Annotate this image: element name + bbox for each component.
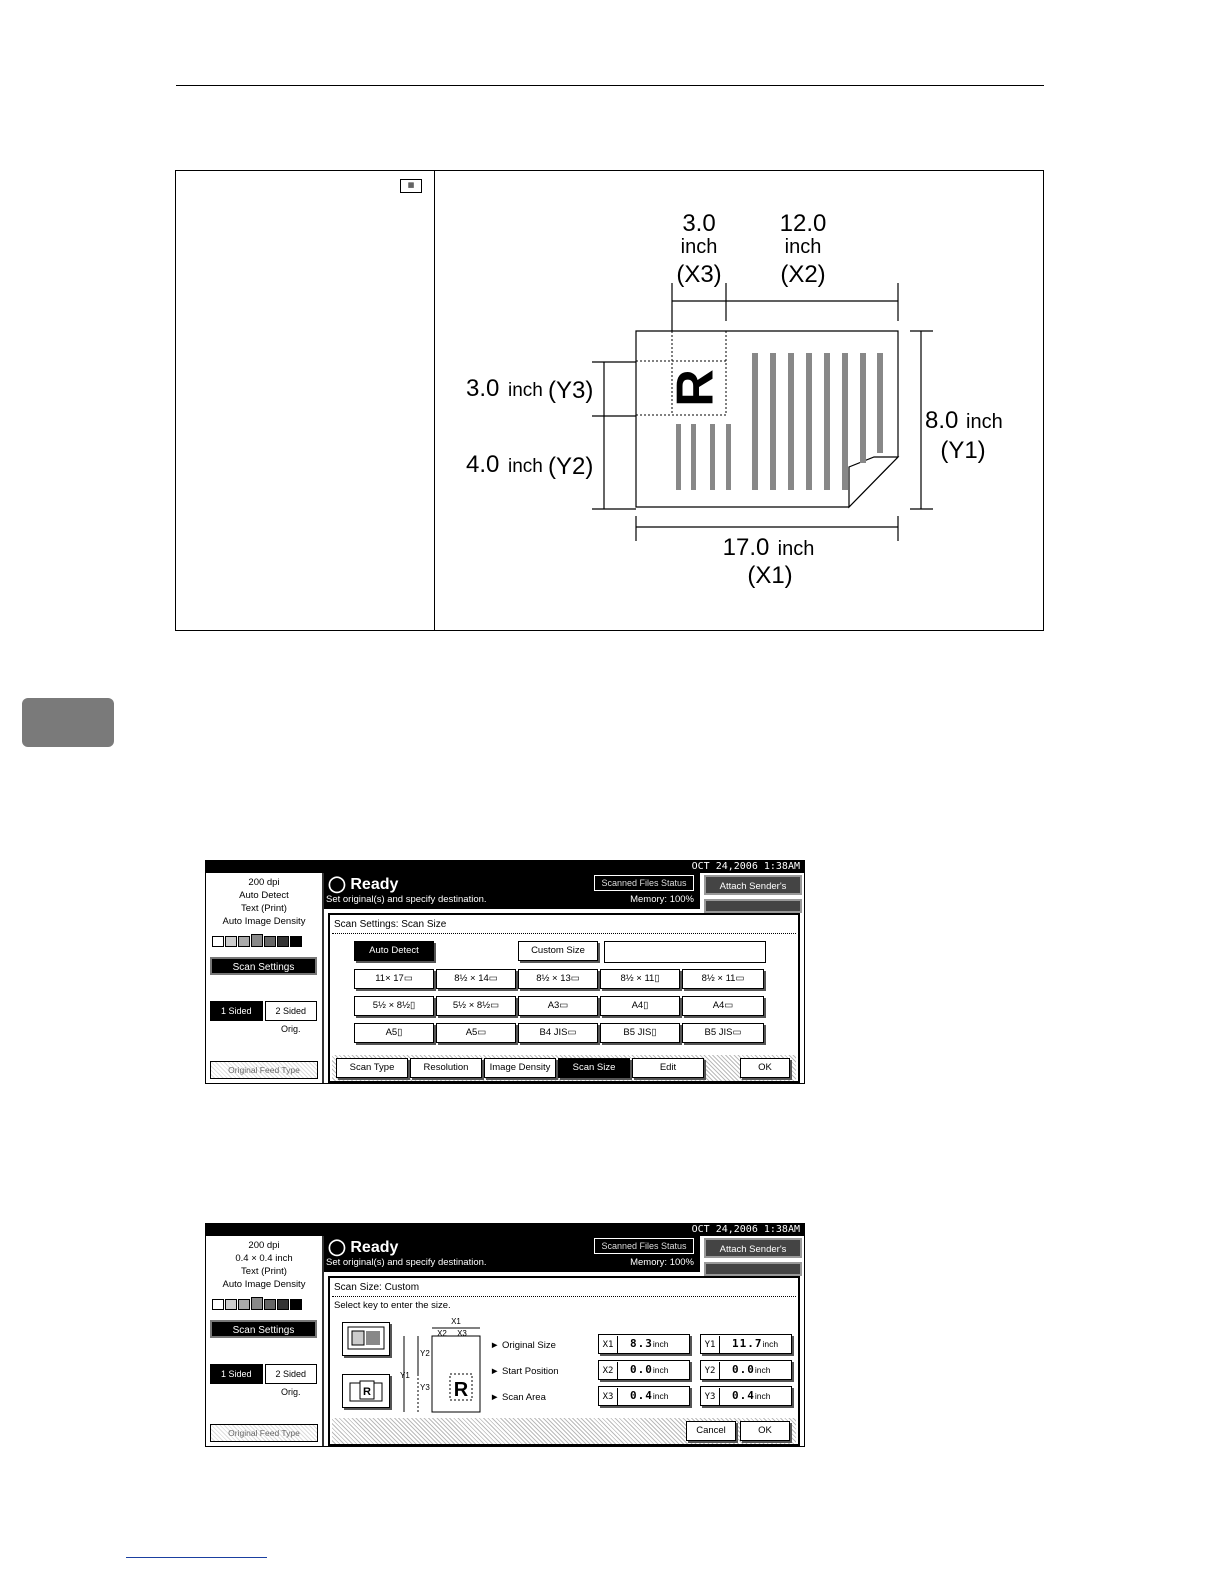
size-b4-jis[interactable]: B4 JIS▭ — [518, 1023, 598, 1043]
size-8.5x14[interactable]: 8½ × 14▭ — [436, 969, 516, 989]
cancel-button[interactable]: Cancel — [686, 1421, 736, 1441]
x3-value: 3.0 — [682, 210, 716, 237]
original-feed-type-button[interactable]: Original Feed Type — [210, 1424, 318, 1442]
x1-value: 8.3 — [630, 1337, 653, 1350]
size-8.5x13[interactable]: 8½ × 13▭ — [518, 969, 598, 989]
custom-size-screen — [205, 1223, 805, 1447]
memory-indicator: Memory: 100% — [630, 1257, 694, 1268]
tab-resolution[interactable]: Resolution — [410, 1058, 482, 1078]
ready-text: Ready — [350, 876, 399, 893]
custom-size-dialog — [328, 1276, 800, 1446]
footer-link-line — [126, 1557, 267, 1558]
two-sided-button[interactable]: 2 Sided Orig. — [265, 1364, 318, 1384]
x3-label: (X3) — [676, 261, 722, 288]
scan-area-mini-diagram — [396, 1314, 486, 1416]
y2-value: 0.0 — [732, 1363, 755, 1376]
size-5.5x8.5-portrait[interactable]: 5½ × 8½▯ — [354, 996, 434, 1016]
size-a4-landscape[interactable]: A4▭ — [682, 996, 764, 1016]
y2-tag: Y2 — [701, 1362, 720, 1380]
y1-value: 11.7 — [732, 1337, 763, 1350]
status-dpi: 200 dpi — [248, 877, 280, 888]
scanner-icon: ▦ — [400, 179, 422, 193]
tab-image-density[interactable]: Image Density — [484, 1058, 556, 1078]
x1-label: (X1) — [747, 562, 793, 589]
size-b5-jis-portrait[interactable]: B5 JIS▯ — [600, 1023, 680, 1043]
tab-edit[interactable]: Edit — [632, 1058, 704, 1078]
scan-settings-button[interactable]: Scan Settings — [210, 957, 317, 975]
original-feed-type-button[interactable]: Original Feed Type — [210, 1061, 318, 1079]
ready-label: ◯ Ready — [328, 1239, 399, 1256]
datetime: OCT 24,2006 1:38AM — [206, 861, 804, 873]
svg-text:R: R — [363, 1386, 371, 1398]
x3-unit: inch — [680, 236, 718, 258]
size-8.5x11-landscape[interactable]: 8½ × 11▭ — [682, 969, 764, 989]
two-sided-button[interactable]: 2 Sided Orig. — [265, 1001, 318, 1021]
y3-value: 3.0 — [466, 375, 500, 402]
original-size-label: ► Original Size — [490, 1340, 556, 1351]
letter-r: R — [666, 369, 725, 407]
size-8.5x11-portrait[interactable]: 8½ × 11▯ — [600, 969, 680, 989]
scan-size-screen — [205, 860, 805, 1084]
x2-value: 0.0 — [630, 1363, 653, 1376]
table-divider — [434, 170, 435, 631]
mini-x1: X1 — [451, 1317, 461, 1326]
dialog-title: Scan Size: Custom — [334, 1282, 420, 1293]
size-a4-portrait[interactable]: A4▯ — [600, 996, 680, 1016]
x2-tag: X2 — [599, 1362, 618, 1380]
y1-unit: inch — [762, 1339, 779, 1349]
one-sided-button[interactable]: 1 Sided Orig. — [210, 1364, 263, 1384]
settings-tabs — [332, 1055, 796, 1081]
status-density: Auto Image Density — [222, 1279, 306, 1290]
return-receipt-button[interactable] — [704, 1262, 802, 1276]
x1-unit: inch — [652, 1339, 669, 1349]
custom-size-field — [604, 941, 766, 963]
chapter-tab — [22, 698, 114, 747]
start-position-label: ► Start Position — [490, 1366, 559, 1377]
y3-tag: Y3 — [701, 1388, 720, 1406]
return-receipt-button[interactable] — [704, 899, 802, 913]
x2-label: (X2) — [780, 261, 826, 288]
auto-detect-button[interactable]: Auto Detect — [354, 941, 434, 961]
header-rule — [176, 85, 1044, 86]
scanned-files-button[interactable]: Scanned Files Status — [594, 875, 694, 891]
status-type: Text (Print) — [241, 903, 287, 914]
attach-sender-button[interactable]: Attach Sender's — [704, 875, 802, 895]
status-size: Auto Detect — [239, 890, 289, 901]
scan-settings-button[interactable]: Scan Settings — [210, 1320, 317, 1338]
y3-unit: inch — [754, 1391, 771, 1401]
scan-area-label: ► Scan Area — [490, 1392, 546, 1403]
datetime: OCT 24,2006 1:38AM — [206, 1224, 804, 1236]
x3-value: 0.4 — [630, 1389, 653, 1402]
y1-label: (Y1) — [940, 437, 986, 464]
mini-x3: X3 — [457, 1329, 467, 1338]
status-column — [206, 1236, 324, 1447]
status-column — [206, 873, 324, 1084]
density-swatches — [212, 1299, 322, 1310]
tab-scan-type[interactable]: Scan Type — [336, 1058, 408, 1078]
mini-x2: X2 — [437, 1329, 447, 1338]
dialog-title: Scan Settings: Scan Size — [334, 919, 447, 930]
status-bar — [324, 873, 700, 909]
y2-unit: inch — [508, 456, 543, 477]
one-sided-button[interactable]: 1 Sided Orig. — [210, 1001, 263, 1021]
memory-indicator: Memory: 100% — [630, 894, 694, 905]
mini-y2: Y2 — [420, 1349, 430, 1358]
y2-value: 4.0 — [466, 451, 500, 478]
tab-scan-size[interactable]: Scan Size — [558, 1058, 630, 1078]
bottom-bar — [332, 1418, 796, 1444]
status-dpi: 200 dpi — [248, 1240, 280, 1251]
glass-icon[interactable] — [342, 1322, 390, 1356]
x1-value: 17.0 — [722, 534, 770, 561]
size-a5-portrait[interactable]: A5▯ — [354, 1023, 434, 1043]
x2-unit: inch — [784, 236, 822, 258]
x2-unit: inch — [652, 1365, 669, 1375]
x3-field[interactable] — [598, 1386, 690, 1406]
x3-tag: X3 — [599, 1388, 618, 1406]
x1-tag: X1 — [599, 1336, 618, 1354]
y1-tag: Y1 — [701, 1336, 720, 1354]
mini-letter: R — [453, 1379, 469, 1401]
y1-unit: inch — [966, 411, 1003, 433]
y3-value: 0.4 — [732, 1389, 755, 1402]
custom-size-button[interactable]: Custom Size — [518, 941, 598, 961]
size-a3[interactable]: A3▭ — [518, 996, 598, 1016]
y3-field[interactable] — [700, 1386, 792, 1406]
size-a5-landscape[interactable]: A5▭ — [436, 1023, 516, 1043]
attach-sender-button[interactable]: Attach Sender's — [704, 1238, 802, 1258]
y3-unit: inch — [508, 380, 543, 401]
y2-field[interactable] — [700, 1360, 792, 1380]
status-density: Auto Image Density — [222, 916, 306, 927]
y1-value: 8.0 — [925, 407, 959, 434]
mini-y3: Y3 — [420, 1383, 430, 1392]
scan-size-dialog — [328, 913, 800, 1083]
x2-value: 12.0 — [779, 210, 827, 237]
scanned-files-button[interactable]: Scanned Files Status — [594, 1238, 694, 1254]
y3-label: (Y3) — [548, 377, 594, 404]
mini-y1: Y1 — [400, 1371, 410, 1380]
y2-unit: inch — [754, 1365, 771, 1375]
ready-text: Ready — [350, 1239, 399, 1256]
ok-button[interactable]: OK — [740, 1058, 790, 1078]
x1-unit: inch — [777, 538, 815, 560]
ok-button[interactable]: OK — [740, 1421, 790, 1441]
instruction-text: Set original(s) and specify destination. — [326, 1257, 487, 1268]
ready-label: ◯ Ready — [328, 876, 399, 893]
status-size: 0.4 × 0.4 inch — [235, 1253, 293, 1264]
instruction-text: Set original(s) and specify destination. — [326, 894, 487, 905]
adf-icon[interactable] — [342, 1374, 390, 1408]
density-swatches — [212, 936, 322, 947]
prompt-text: Select key to enter the size. — [334, 1300, 451, 1311]
x3-unit: inch — [652, 1391, 669, 1401]
y1-field[interactable] — [700, 1334, 792, 1354]
y2-label: (Y2) — [548, 453, 594, 480]
x2-field[interactable] — [598, 1360, 690, 1380]
status-type: Text (Print) — [241, 1266, 287, 1277]
status-bar — [324, 1236, 700, 1272]
x1-field[interactable] — [598, 1334, 690, 1354]
size-5.5x8.5-landscape[interactable]: 5½ × 8½▭ — [436, 996, 516, 1016]
size-11x17[interactable]: 11× 17▭ — [354, 969, 434, 989]
size-b5-jis-landscape[interactable]: B5 JIS▭ — [682, 1023, 764, 1043]
scan-area-diagram — [436, 171, 1042, 629]
